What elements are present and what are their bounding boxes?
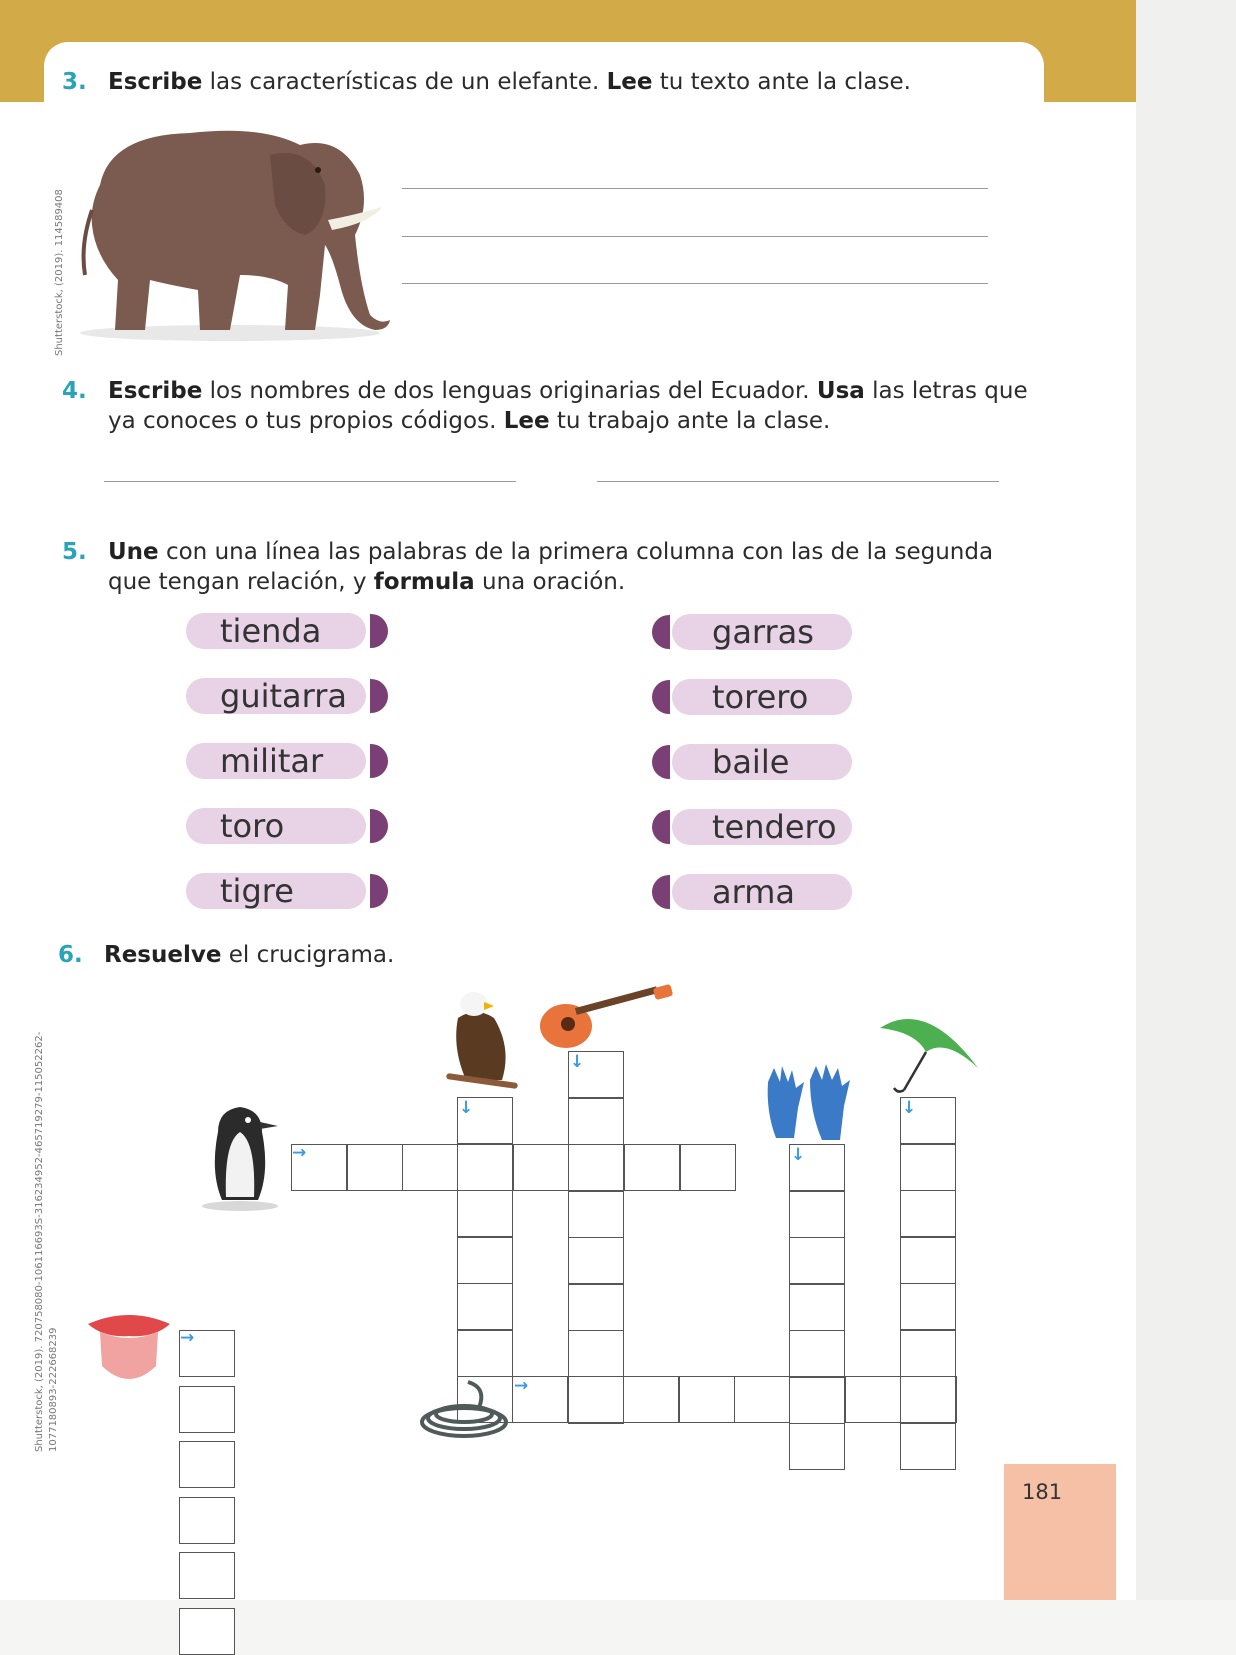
question-text: Resuelve el crucigrama. <box>104 942 395 968</box>
crossword-cell[interactable] <box>179 1552 235 1599</box>
match-word-label: tendero <box>712 808 837 846</box>
match-word-right[interactable] <box>672 614 852 650</box>
match-word-left[interactable] <box>186 613 366 649</box>
crossword-cell[interactable] <box>568 1376 624 1423</box>
gloves-icon <box>760 1062 856 1146</box>
question-number: 3. <box>62 69 87 95</box>
crossword-cell[interactable] <box>457 1283 513 1330</box>
crossword-cell[interactable] <box>789 1377 845 1424</box>
question-text: Escribe las características de un elefante. Lee tu texto ante la clase. <box>108 69 911 95</box>
answer-line[interactable] <box>402 188 988 189</box>
crossword-cell[interactable] <box>679 1376 735 1423</box>
match-word-label: toro <box>220 807 285 845</box>
page-number: 181 <box>1022 1480 1063 1504</box>
crossword-cell[interactable] <box>900 1376 956 1423</box>
match-word-left[interactable] <box>186 808 366 844</box>
crossword-cell[interactable] <box>789 1423 845 1470</box>
umbrella-icon <box>876 1008 982 1098</box>
crossword-cell[interactable] <box>568 1237 624 1284</box>
arrow-right-icon: → <box>514 1376 529 1396</box>
crossword-cell[interactable] <box>789 1330 845 1377</box>
answer-line[interactable] <box>104 481 516 482</box>
image-credit: Shutterstock, (2019). 114589408 <box>54 189 65 356</box>
crossword-cell[interactable] <box>513 1144 569 1191</box>
arrow-down-icon: ↓ <box>570 1052 585 1072</box>
arrow-down-icon: ↓ <box>459 1098 474 1118</box>
crossword-cell[interactable] <box>568 1191 624 1238</box>
arrow-right-icon: → <box>180 1328 195 1348</box>
crossword-cell[interactable] <box>457 1144 513 1191</box>
guitar-icon <box>536 982 674 1054</box>
question-number: 4. <box>62 378 87 404</box>
crossword-cell[interactable] <box>900 1283 956 1330</box>
match-word-left[interactable] <box>186 873 366 909</box>
crossword-cell[interactable] <box>734 1376 790 1423</box>
crossword-cell[interactable] <box>624 1144 680 1191</box>
question-text: Escribe los nombres de dos lenguas originarias del Ecuador. Usa las letras que ya conoces o tus propios códigos. Lee tu trabajo ante la clase. <box>108 378 1028 434</box>
match-word-right[interactable] <box>672 874 852 910</box>
crossword-cell[interactable] <box>900 1330 956 1377</box>
image-credit: Shutterstock, (2019). 720758080-106116693S-316234952-465719279-115052262- <box>34 1031 45 1452</box>
crossword-cell[interactable] <box>179 1386 235 1433</box>
match-word-label: tienda <box>220 612 322 650</box>
match-word-label: torero <box>712 678 809 716</box>
tongue-icon <box>84 1310 174 1390</box>
image-credit: 1077180893-222668239 <box>48 1327 59 1452</box>
match-word-left[interactable] <box>186 678 366 714</box>
match-word-label: tigre <box>220 872 294 910</box>
eagle-icon <box>446 988 522 1096</box>
crossword-cell[interactable] <box>402 1144 458 1191</box>
page-margin <box>1136 0 1236 1600</box>
crossword-cell[interactable] <box>568 1284 624 1331</box>
answer-line[interactable] <box>402 283 988 284</box>
crossword-cell[interactable] <box>900 1237 956 1284</box>
crossword-cell[interactable] <box>568 1330 624 1377</box>
crossword-cell[interactable] <box>457 1190 513 1237</box>
crossword-cell[interactable] <box>179 1441 235 1488</box>
crossword-cell[interactable] <box>900 1190 956 1237</box>
match-word-label: arma <box>712 873 795 911</box>
answer-line[interactable] <box>402 236 988 237</box>
question-number: 6. <box>58 942 83 968</box>
crossword-cell[interactable] <box>457 1237 513 1284</box>
crossword-cell[interactable] <box>900 1144 956 1191</box>
match-word-left[interactable] <box>186 743 366 779</box>
crossword-cell[interactable] <box>179 1608 235 1655</box>
arrow-down-icon: ↓ <box>902 1098 917 1118</box>
match-word-right[interactable] <box>672 809 852 845</box>
match-word-label: garras <box>712 613 814 651</box>
match-word-label: baile <box>712 743 790 781</box>
crossword-cell[interactable] <box>568 1144 624 1191</box>
hose-icon <box>418 1378 510 1440</box>
arrow-down-icon: ↓ <box>791 1145 806 1165</box>
crossword-cell[interactable] <box>457 1330 513 1377</box>
arrow-right-icon: → <box>292 1143 307 1163</box>
answer-line[interactable] <box>597 481 999 482</box>
crossword-cell[interactable] <box>789 1284 845 1331</box>
match-word-label: militar <box>220 742 324 780</box>
question-number: 5. <box>62 539 87 565</box>
crossword-cell[interactable] <box>347 1144 403 1191</box>
crossword-cell[interactable] <box>568 1098 624 1145</box>
match-word-label: guitarra <box>220 677 347 715</box>
page-number-tab <box>1004 1464 1116 1600</box>
crossword-cell[interactable] <box>789 1237 845 1284</box>
question-text: Une con una línea las palabras de la primera columna con las de la segunda que tengan relación, y formula una oración. <box>108 539 994 595</box>
crossword-cell[interactable] <box>179 1497 235 1544</box>
crossword-cell[interactable] <box>623 1376 679 1423</box>
crossword-cell[interactable] <box>789 1191 845 1238</box>
elephant-icon <box>70 115 400 345</box>
match-word-right[interactable] <box>672 744 852 780</box>
crossword-cell[interactable] <box>680 1144 736 1191</box>
penguin-icon <box>200 1102 280 1212</box>
match-word-right[interactable] <box>672 679 852 715</box>
crossword-cell[interactable] <box>845 1376 901 1423</box>
crossword-cell[interactable] <box>900 1423 956 1470</box>
